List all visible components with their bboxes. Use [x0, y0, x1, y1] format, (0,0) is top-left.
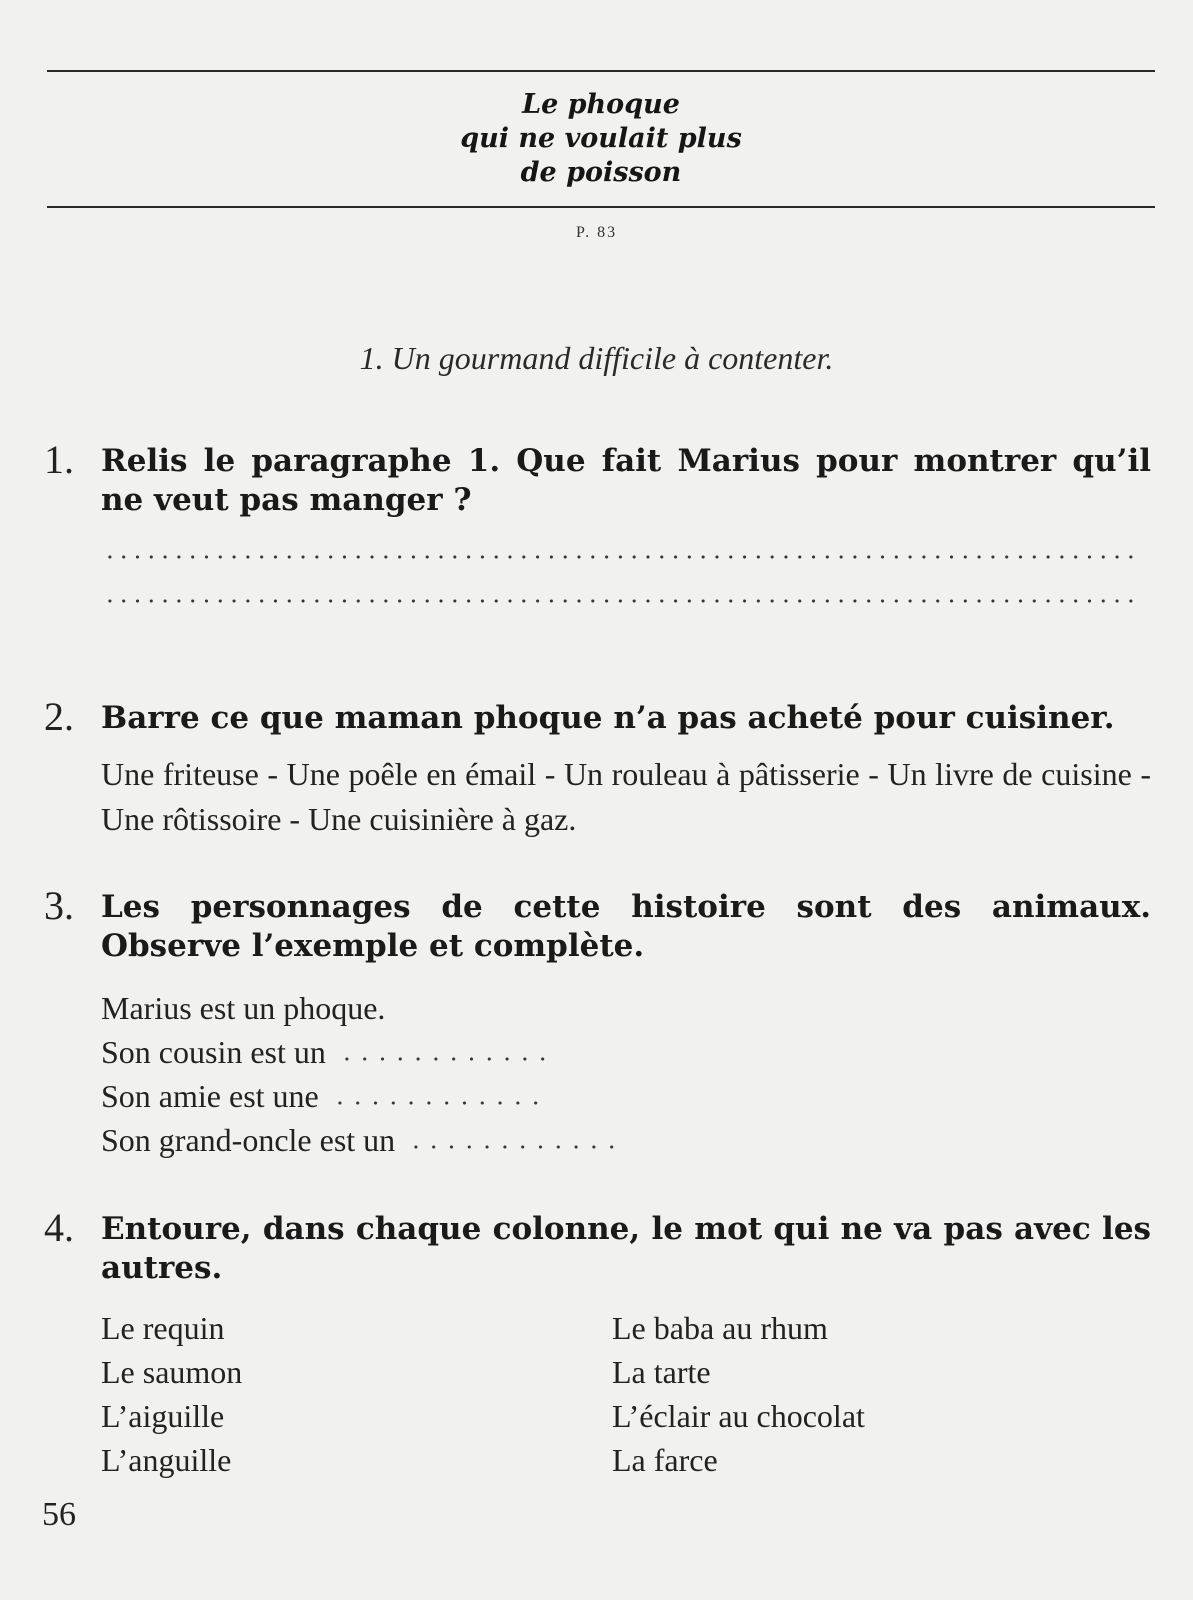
word-item[interactable]: Le saumon [101, 1354, 243, 1390]
word-item[interactable]: Le requin [101, 1310, 225, 1346]
fill-line-3 [101, 1118, 621, 1162]
page-reference: P. 83 [575, 224, 618, 241]
bottom-rule [47, 206, 1155, 208]
fill-line-2-text: Son amie est une [101, 1078, 319, 1114]
title-line-2: qui ne voulait plus [460, 123, 742, 154]
question-4-prompt: Entoure, dans chaque colonne, le mot qui ne va pas avec les autres. [101, 1211, 1151, 1286]
word-item[interactable]: L’éclair au chocolat [612, 1398, 865, 1434]
answer-line-2[interactable] [103, 598, 1138, 604]
question-1-number: 1. [44, 437, 74, 482]
word-item[interactable]: La tarte [612, 1354, 711, 1390]
top-rule [47, 70, 1155, 72]
question-2-number: 2. [44, 694, 74, 739]
fill-line-1 [101, 1030, 552, 1074]
question-1-prompt: Relis le paragraphe 1. Que fait Marius pour montrer qu’il ne veut pas manger ? [101, 443, 1151, 518]
answer-line-1[interactable] [103, 554, 1138, 560]
fill-line-3-text: Son grand-oncle est un [101, 1122, 396, 1158]
title-line-3: de poisson [520, 157, 682, 188]
word-item[interactable]: L’aiguille [101, 1398, 225, 1434]
question-3-prompt: Les personnages de cette histoire sont des animaux. Observe l’exemple et complète. [101, 889, 1151, 964]
word-column-left [101, 1306, 242, 1482]
word-item[interactable]: La farce [612, 1442, 718, 1478]
section-title: 1. Un gourmand difficile à contenter. [359, 340, 834, 376]
fill-blank-1[interactable] [338, 1055, 552, 1063]
word-item[interactable]: Le baba au rhum [612, 1310, 828, 1346]
fill-blank-3[interactable] [407, 1143, 621, 1151]
title-line-1: Le phoque [522, 89, 680, 120]
example-text: Marius est un phoque. [101, 990, 386, 1026]
word-column-right [612, 1306, 865, 1482]
fill-blank-2[interactable] [331, 1099, 545, 1107]
example-line [101, 986, 385, 1030]
question-2-items: Une friteuse - Une poêle en émail - Un rouleau à pâtisserie - Un livre de cuisine - Une rôtissoire - Une cuisinière à gaz. [101, 756, 1151, 837]
question-4-number: 4. [44, 1205, 74, 1250]
word-item[interactable]: L’anguille [101, 1442, 232, 1478]
page-number: 56 [42, 1496, 76, 1533]
fill-line-2 [101, 1074, 545, 1118]
question-2-prompt: Barre ce que maman phoque n’a pas acheté pour cuisiner. [101, 700, 1115, 736]
page-title [47, 88, 1155, 190]
fill-line-1-text: Son cousin est un [101, 1034, 326, 1070]
question-3-number: 3. [44, 883, 74, 928]
